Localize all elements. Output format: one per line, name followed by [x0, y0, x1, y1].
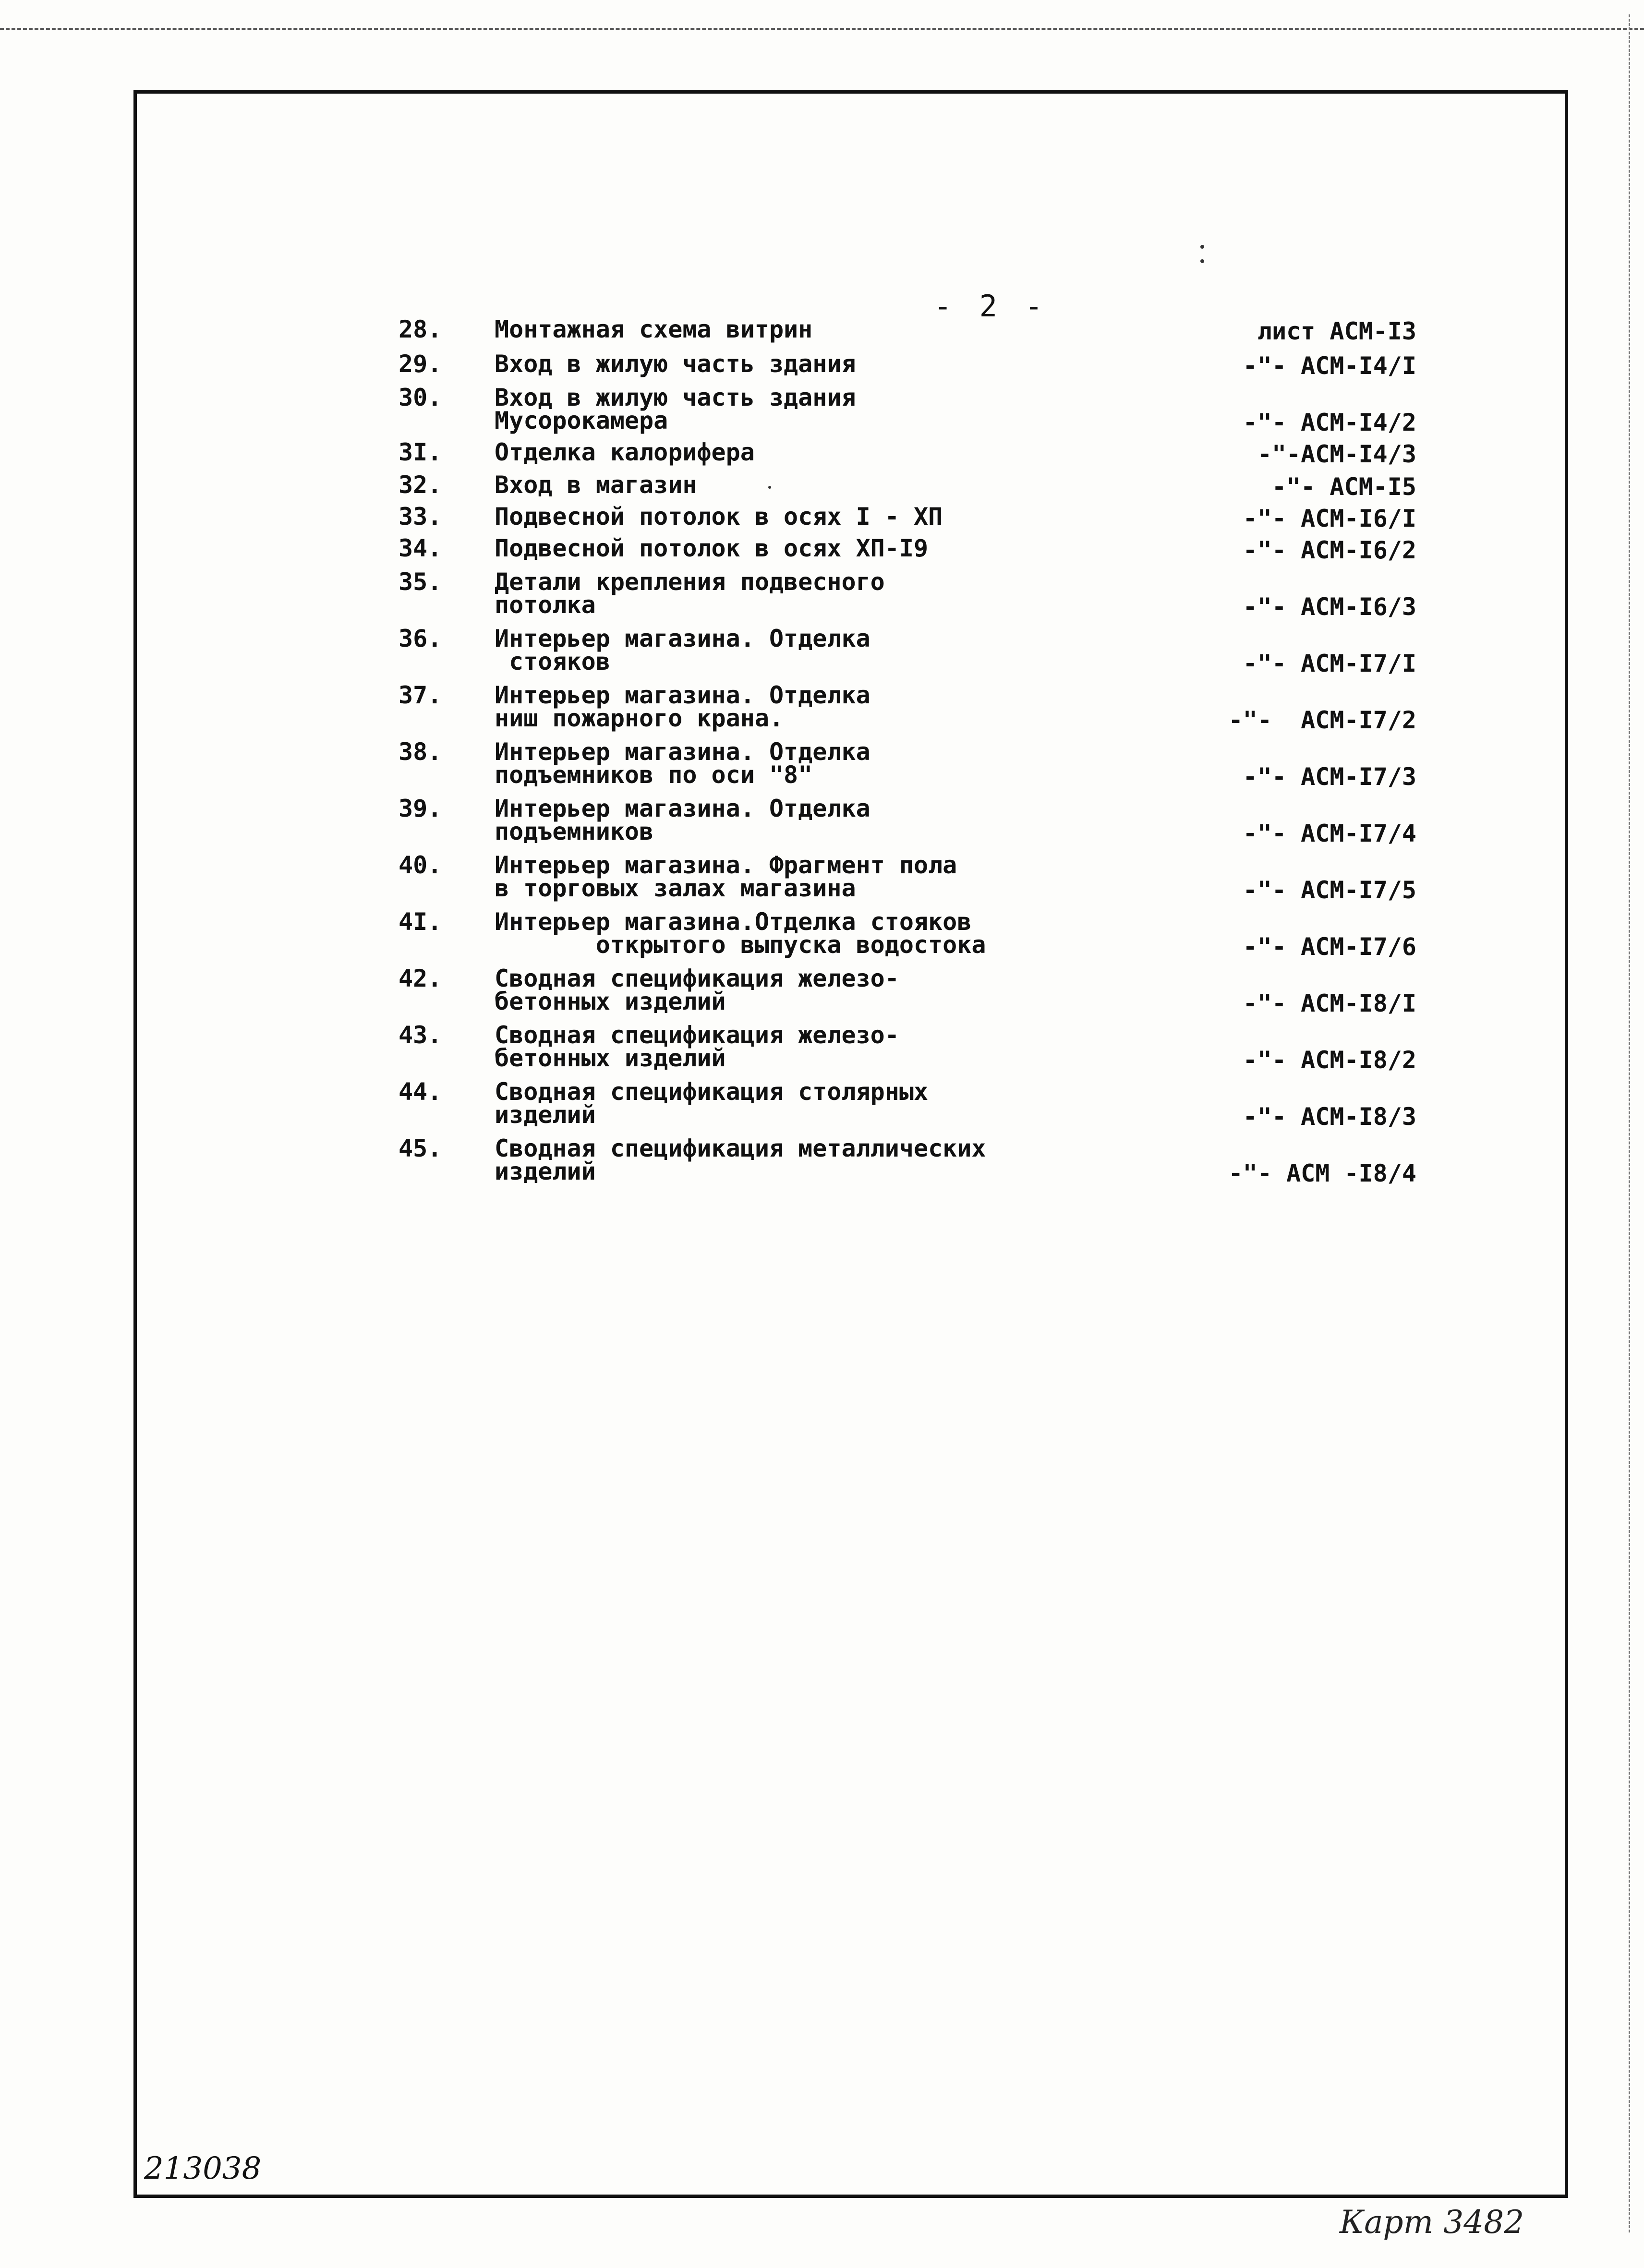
- sheet-list-item: [399, 965, 1416, 1017]
- sheet-code: -"- АСМ-I7/2: [1228, 706, 1416, 734]
- item-title-line: Интерьер магазина. Отделка: [495, 795, 870, 822]
- item-title-line: Сводная спецификация столярных: [495, 1078, 929, 1106]
- item-title-line: Интерьер магазина. Отделка: [495, 681, 870, 709]
- top-dashed-rule: [0, 28, 1644, 30]
- sheet-list-item: [399, 503, 1416, 532]
- sheet-code: -"- АСМ-I7/4: [1243, 820, 1416, 847]
- scan-speck: [1200, 245, 1204, 249]
- item-title-line: изделий: [495, 1101, 596, 1129]
- item-title-line: бетонных изделий: [495, 1044, 726, 1072]
- sheet-list-item: [399, 471, 1416, 501]
- sheet-list-item: [399, 534, 1416, 564]
- sheet-list-item: [399, 1078, 1416, 1131]
- item-title-line: Подвесной потолок в осях ХП-I9: [495, 534, 929, 562]
- item-number: 39.: [399, 795, 442, 822]
- sheet-code: -"- АСМ -I8/4: [1228, 1159, 1416, 1187]
- item-title-line: Сводная спецификация металлических: [495, 1134, 986, 1162]
- sheet-list-item: [399, 908, 1416, 961]
- item-number: 42.: [399, 965, 442, 992]
- item-number: 32.: [399, 471, 442, 499]
- scan-edge-line: [1629, 14, 1630, 2232]
- sheet-code: -"- АСМ-I4/2: [1243, 409, 1416, 436]
- sheet-list-item: [399, 681, 1416, 734]
- sheet-code: -"- АСМ-I6/I: [1243, 505, 1416, 532]
- item-title-line: Монтажная схема витрин: [495, 315, 813, 343]
- sheet-list-item: [399, 625, 1416, 677]
- item-title-line: бетонных изделий: [495, 988, 726, 1015]
- sheet-list-item: [399, 851, 1416, 904]
- item-number: 37.: [399, 681, 442, 709]
- item-number: 40.: [399, 851, 442, 879]
- item-title-line: Мусорокамера: [495, 407, 668, 434]
- item-title-line: Вход в магазин: [495, 471, 697, 499]
- sheet-code: -"- АСМ-I5: [1271, 473, 1416, 501]
- item-title-line: Сводная спецификация железо-: [495, 1021, 899, 1049]
- item-title-line: подъемников по оси "8": [495, 761, 813, 789]
- scan-speck: [1200, 259, 1204, 263]
- sheet-list-item: [399, 384, 1416, 436]
- sheet-code: -"-АСМ-I4/3: [1257, 440, 1416, 468]
- item-number: 30.: [399, 384, 442, 411]
- item-title-line: подъемников: [495, 818, 654, 845]
- archive-note: Карт 3482: [1340, 2204, 1524, 2241]
- item-title-line: Детали крепления подвесного: [495, 568, 885, 596]
- sheet-code: -"- АСМ-I8/2: [1243, 1046, 1416, 1074]
- sheet-list-item: [399, 350, 1416, 380]
- item-title-line: Сводная спецификация железо-: [495, 965, 899, 992]
- sheet-code: лист АСМ-I3: [1257, 317, 1416, 345]
- item-number: 35.: [399, 568, 442, 596]
- sheet-list-item: [399, 738, 1416, 791]
- item-number: 29.: [399, 350, 442, 378]
- sheet-code: -"- АСМ-I7/5: [1243, 876, 1416, 904]
- item-title-line: Интерьер магазина. Отделка: [495, 738, 870, 766]
- item-number: 33.: [399, 503, 442, 531]
- item-title-line: потолка: [495, 591, 596, 619]
- item-number: 4I.: [399, 908, 442, 936]
- item-number: 43.: [399, 1021, 442, 1049]
- sheet-code: -"- АСМ-I7/3: [1243, 763, 1416, 791]
- item-number: 3I.: [399, 438, 442, 466]
- item-title-line: Вход в жилую часть здания: [495, 350, 856, 378]
- item-title-line: Отделка калорифера: [495, 438, 755, 466]
- item-title-line: Интерьер магазина.Отделка стояков: [495, 908, 972, 936]
- page-number: - 2 -: [934, 289, 1048, 324]
- sheet-list-item: [399, 795, 1416, 847]
- sheet-code: -"- АСМ-I7/6: [1243, 933, 1416, 961]
- sheet-list-item: [399, 438, 1416, 468]
- sheet-list-item: [399, 1021, 1416, 1074]
- item-title-line: в торговых залах магазина: [495, 874, 856, 902]
- item-title-line: стояков: [495, 648, 610, 676]
- sheet-code: -"- АСМ-I6/2: [1243, 536, 1416, 564]
- sheet-list-item: [399, 1134, 1416, 1187]
- item-number: 36.: [399, 625, 442, 652]
- scan-speck: [768, 486, 771, 489]
- sheet-list-item: [399, 568, 1416, 621]
- item-number: 34.: [399, 534, 442, 562]
- sheet-code: -"- АСМ-I7/I: [1243, 650, 1416, 677]
- item-title-line: Интерьер магазина. Отделка: [495, 625, 870, 652]
- item-number: 45.: [399, 1134, 442, 1162]
- item-number: 38.: [399, 738, 442, 766]
- item-title-line: изделий: [495, 1158, 596, 1185]
- item-title-line: ниш пожарного крана.: [495, 704, 784, 732]
- sheet-code: -"- АСМ-I8/3: [1243, 1103, 1416, 1131]
- item-number: 28.: [399, 315, 442, 343]
- sheet-code: -"- АСМ-I8/I: [1243, 989, 1416, 1017]
- item-title-line: Интерьер магазина. Фрагмент пола: [495, 851, 957, 879]
- item-number: 44.: [399, 1078, 442, 1106]
- sheet-list: [399, 307, 1416, 1187]
- inventory-number: 213038: [144, 2151, 262, 2186]
- item-title-line: Вход в жилую часть здания: [495, 384, 856, 411]
- item-title-line: Подвесной потолок в осях I - ХП: [495, 503, 943, 531]
- sheet-list-item: [399, 315, 1416, 345]
- sheet-code: -"- АСМ-I6/3: [1243, 593, 1416, 621]
- item-title-line: открытого выпуска водостока: [495, 931, 986, 959]
- sheet-code: -"- АСМ-I4/I: [1243, 352, 1416, 380]
